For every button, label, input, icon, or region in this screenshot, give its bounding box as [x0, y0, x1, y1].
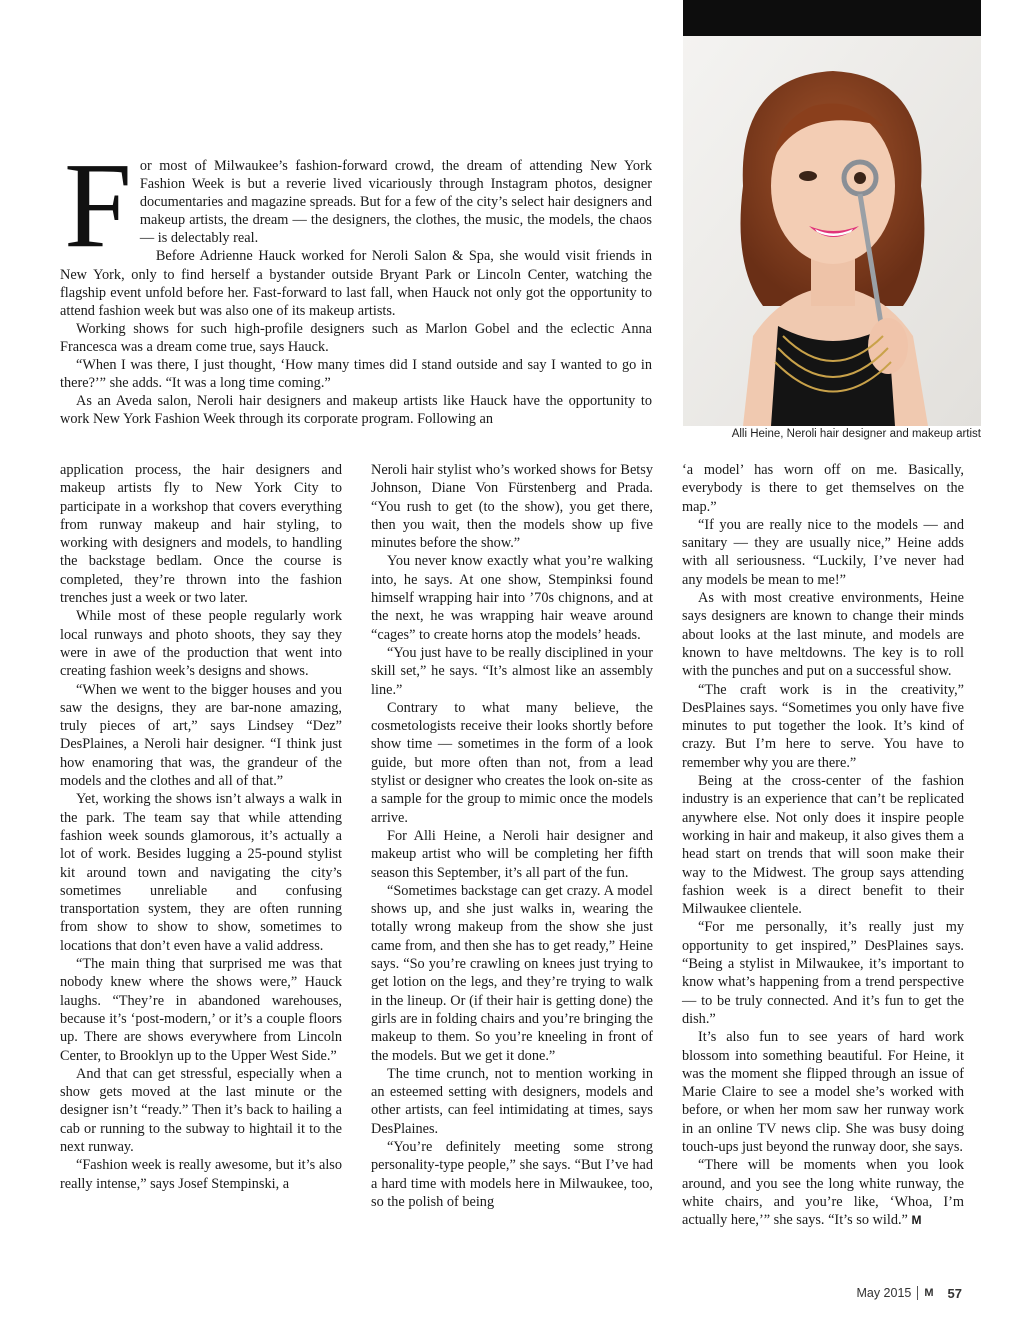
photo-caption: Alli Heine, Neroli hair designer and makeup artist: [731, 428, 981, 440]
paragraph: Being at the cross-center of the fashion industry is an experience that can’t be replicated anywhere else. Not only does it inspire people working in hair and makeup, it also gives them a head start on trends that will soon make their way to the Midwest. The group says attending fashion week is a direct benefit to their Milwaukee clientele.: [682, 773, 964, 918]
paragraph: “If you are really nice to the models — and sanitary — they are usually nice,” Heine adds with all seriousness. “Luckily, I’ve never had any models be mean to me!”: [682, 516, 964, 588]
paragraph: Before Adrienne Hauck worked for Neroli Salon & Spa, she would visit friends in New York, only to find herself a bystander outside Bryant Park or Lincoln Center, watching the flagship event unfold before her. Fast-forward to last fall, when Hauck not only got the opportunity to attend fashion week but was also one of its makeup artists.: [60, 248, 652, 319]
paragraph: “You’re definitely meeting some strong personality-type people,” she says. “But I’ve had a hard time with models here in Milwaukee, too, so the polish of being: [371, 1138, 653, 1210]
paragraph: While most of these people regularly work local runways and photo shoots, they say they were in awe of the production that went into creating fashion week’s designs and shows.: [60, 608, 342, 680]
end-mark: M: [911, 1213, 922, 1228]
paragraph: “You just have to be really disciplined in your skill set,” he says. “It’s almost like an assembly line.”: [371, 644, 653, 698]
article-column-3: [682, 461, 964, 1229]
paragraph: or most of Milwaukee’s fashion-forward crowd, the dream of attending New York Fashion Week is but a reverie lived vicariously through Instagram photos, designer documentaries and magazine spreads. But for a few of the city’s select hair designers and makeup artists, the dream — the designers, the clothes, the music, the models, the chaos — is delectably real.: [139, 158, 652, 247]
paragraph: For Alli Heine, a Neroli hair designer and makeup artist who will be completing her fifth season this September, it’s all part of the fun.: [371, 827, 653, 881]
paragraph: Working shows for such high-profile designers such as Marlon Gobel and the eclectic Anna Francesca was a dream come true, says Hauck.: [60, 320, 652, 355]
article-lead: [60, 138, 652, 428]
page-number: 57: [947, 1285, 962, 1301]
article-column-2: [371, 461, 653, 1211]
paragraph: It’s also fun to see years of hard work blossom into something beautiful. For Heine, it was the moment she flipped through an issue of Marie Claire to see a model she’s worked with before, or when her mom saw her runway work in an online TV news clip. She was busy doing touch-ups just beyond the runway door, she says.: [682, 1029, 964, 1155]
paragraph: Contrary to what many believe, the cosmetologists receive their looks shortly before show time — sometimes in the form of a look guide, but more often than not, from a lead stylist or designer who creates the look on-site as a sample for the group to mimic once the models arrive.: [371, 699, 653, 826]
issue-date: May 2015: [856, 1286, 912, 1300]
paragraph: “For me personally, it’s really just my opportunity to get inspired,” DesPlaines says. “Being a stylist in Milwaukee, it’s important to know what’s happening from a trend perspective — to be truly connected. And it’s fun to get the dish.”: [682, 919, 964, 1027]
paragraph: “When we went to the bigger houses and you saw the designs, they are bar-none amazing, truly pieces of art,” says Lindsey “Dez” DesPlaines, a Neroli hair designer. “I think just how enamoring that was, the grandeur of the models and the clothes and all of that.”: [60, 681, 342, 790]
paragraph: And that can get stressful, especially when a show gets moved at the last minute or the designer isn’t “ready.” Then it’s back to hailing a cab or running to the subway to hightail it to the next runway.: [60, 1065, 342, 1155]
portrait-photo: [683, 36, 981, 426]
paragraph: “The craft work is in the creativity,” DesPlaines says. “Sometimes you only have five minutes to put together the look. It’s kind of crazy. But I’m here to serve. You have to remember why you are there.”: [682, 681, 964, 771]
paragraph: “When I was there, I just thought, ‘How many times did I stand outside and say I wanted to go in there?’” she adds. “It was a long time coming.”: [60, 357, 652, 392]
paragraph: [682, 1156, 964, 1229]
footer-divider: [917, 1286, 918, 1300]
paragraph: “The main thing that surprised me was that nobody knew where the shows were,” Hauck laughs. “They’re in abandoned warehouses, because it’s ‘post-modern,’ or it’s a couple floors up. There are shows everywhere from Lincoln Center, to Brooklyn up to the Upper West Side.”: [60, 956, 342, 1064]
drop-cap: F: [64, 138, 132, 273]
portrait-illustration: [683, 36, 981, 426]
paragraph-text: “There will be moments when you look around, and you see the long white runway, the white chairs, and you’re like, ‘Whoa, I’m actually here,’” she says. “It’s so wild.”: [682, 1157, 964, 1229]
paragraph: You never know exactly what you’re walking into, he says. At one show, Stempinksi found himself wrapping hair into ’70s chignons, and at the next, he was wrapping hair weave around “cages” to create horns atop the models’ heads.: [371, 553, 653, 643]
paragraph: ‘a model’ has worn off on me. Basically, everybody is there to get themselves on the map.”: [682, 462, 964, 515]
top-black-bar: [683, 0, 981, 36]
magazine-logo: M: [924, 1287, 934, 1299]
paragraph: “Sometimes backstage can get crazy. A model shows up, and she just walks in, wearing the totally wrong makeup from the show she just came from, and then she has to get ready,” Heine says. “So you’re crawling on knees just trying to get lotion on the legs, and they’re trying to walk in the lineup. Or (if their hair is getting done) the girls are in folding chairs and you’re bringing the makeup to them. So you’re kneeling in front of the models. But we get it done.”: [371, 882, 653, 1064]
paragraph: The time crunch, not to mention working in an esteemed setting with designers, models and other artists, can feel intimidating at times, says DesPlaines.: [371, 1065, 653, 1137]
paragraph: As an Aveda salon, Neroli hair designers and makeup artists like Hauck have the opportunity to work New York Fashion Week through its corporate program. Following an: [60, 393, 652, 428]
paragraph: application process, the hair designers and makeup artists fly to New York City to participate in a workshop that covers everything from runway makeup and hair styling, to working with designers and models, to handling the backstage bedlam. Once the course is completed, they’re thrown into the fashion trenches just a week or two later.: [60, 462, 342, 607]
paragraph: As with most creative environments, Heine says designers are known to change their minds about looks at the last minute, and models are known to have meltdowns. The key is to roll with the punches and put on a successful show.: [682, 590, 964, 680]
article-column-1: [60, 461, 342, 1193]
paragraph: Neroli hair stylist who’s worked shows for Betsy Johnson, Diane Von Fürstenberg and Prada. “You rush to get (to the show), you get there, then you wait, then the models show up five minutes before the show.”: [371, 462, 653, 552]
page-footer: [856, 1283, 962, 1303]
paragraph: Yet, working the shows isn’t always a walk in the park. The team say that while attending fashion week sounds glamorous, it’s actually a lot of work. Besides lugging a 25-pound stylist kit around town and navigating the city’s sometimes unreliable and confusing transportation system, they are often running from show to show to show, sometimes to locations that don’t even have a valid address.: [60, 791, 342, 954]
paragraph: “Fashion week is really awesome, but it’s also really intense,” says Josef Stempinski, a: [60, 1157, 342, 1192]
